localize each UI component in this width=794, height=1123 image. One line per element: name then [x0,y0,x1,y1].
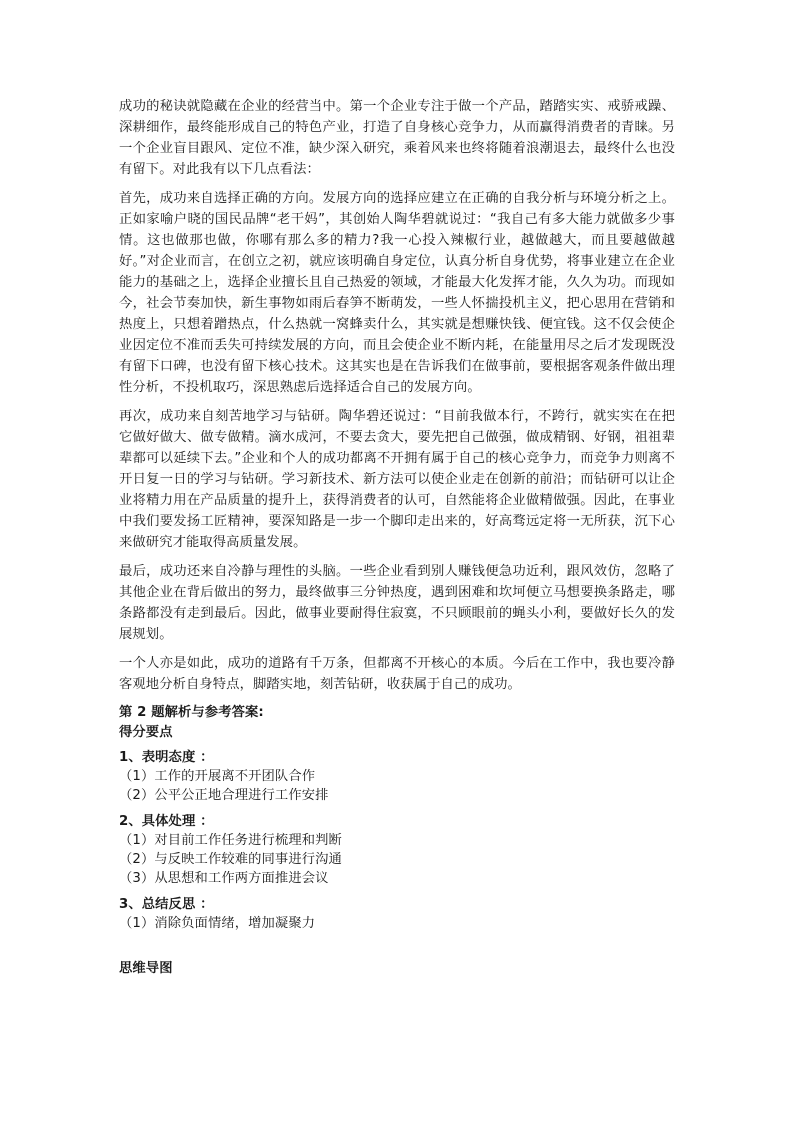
section-title: 3、总结反思 ： [119,897,214,912]
list-item: （3）从思想和工作两方面推进会议 [119,871,329,886]
essay-paragraph: 成功的秘诀就隐藏在企业的经营当中。第一个企业专注于做一个产品，踏踏实实、戒骄戒躁、深耕细作，最终能形成自己的特色产业，打造了自身核心竞争力，从而赢得消费者的青睐。另一个企业盲目跟风、定位不准，缺少深入研究，乘着风来也终将随着浪潮退去，最终什么也没有留下。对此我有以下几点看法： [119,99,675,177]
document-page [119,96,675,992]
list-item: （1）对目前工作任务进行梳理和判断 [119,833,342,848]
essay-paragraph: 最后，成功还来自冷静与理性的头脑。一些企业看到别人赚钱便急功近利，跟风效仿，忽略了其他企业在背后做出的努力，最终做事三分钟热度，遇到困难和坎坷便立马想要换条路走，哪条路都没有走到最后。因此，做事业要耐得住寂寞，不只顾眼前的蝇头小利，要做好长久的发展规划。 [119,564,675,642]
points-title: 得分要点 [119,725,173,740]
list-item: （2）与反映工作较难的同事进行沟通 [119,852,342,867]
answer-title: 第 2 题解析与参考答案: [119,705,264,720]
essay-paragraph: 首先，成功来自选择正确的方向。发展方向的选择应建立在正确的自我分析与环境分析之上。正如家喻户晓的国民品牌“老干妈”，其创始人陶华碧就说过：“我自己有多大能力就做多少事情。这也做那也做，你哪有那么多的精力?我一心投入辣椒行业，越做越大，而且要越做越好。”对企业而言，在创立之初，就应该明确自身定位，认真分析自身优势，将事业建立在企业能力的基础之上，选择企业擅长且自己热爱的领域，才能最大化发挥才能，久久为功。而现如今，社会节奏加快，新生事物如雨后春笋不断萌发，一些人怀揣投机主义，把心思用在营销和热度上，只想着蹭热点，什么热就一窝蜂卖什么，其实就是想赚快钱、便宜钱。这不仅会使企业因定位不准而丢失可持续发展的方向，而且会使企业不断内耗，在能量用尽之后才发现既没有留下口碑，也没有留下核心技术。这其实也是在告诉我们在做事前，要根据客观条件做出理性分析，不投机取巧，深思熟虑后选择适合自己的发展方向。 [119,191,675,395]
scoring-points [119,749,675,933]
list-item: （1）工作的开展离不开团队合作 [119,769,316,784]
section-title: 2、具体处理 ： [119,814,214,829]
section-title: 1、表明态度 ： [119,750,214,765]
list-item: （2）公平公正地合理进行工作安排 [119,788,329,803]
essay-paragraph: 一个人亦是如此，成功的道路有千万条，但都离不开核心的本质。今后在工作中，我也要冷静客观地分析自身特点，脚踏实地，刻苦钻研，收获属于自己的成功。 [119,656,675,692]
essay-paragraph: 再次，成功来自刻苦地学习与钻研。陶华碧还说过：“目前我做本行，不跨行，就实实在在把它做好做大、做专做精。滴水成河，不要去贪大，要先把自己做强，做成精钢、好钢，祖祖辈辈都可以延续下去。”企业和个人的成功都离不开拥有属于自己的核心竞争力，而竞争力则离不开日复一日的学习与钻研。学习新技术、新方法可以使企业走在创新的前沿；而钻研可以让企业将精力用在产品质量的提升上，获得消费者的认可，自然能将企业做精做强。因此，在事业中我们要发扬工匠精神，要深知路是一步一个脚印走出来的，好高骛远定将一无所获，沉下心来做研究才能取得高质量发展。 [119,409,675,550]
list-item: （1）消除负面情绪，增加凝聚力 [119,916,316,931]
mindmap-title: 思维导图 [119,961,173,976]
